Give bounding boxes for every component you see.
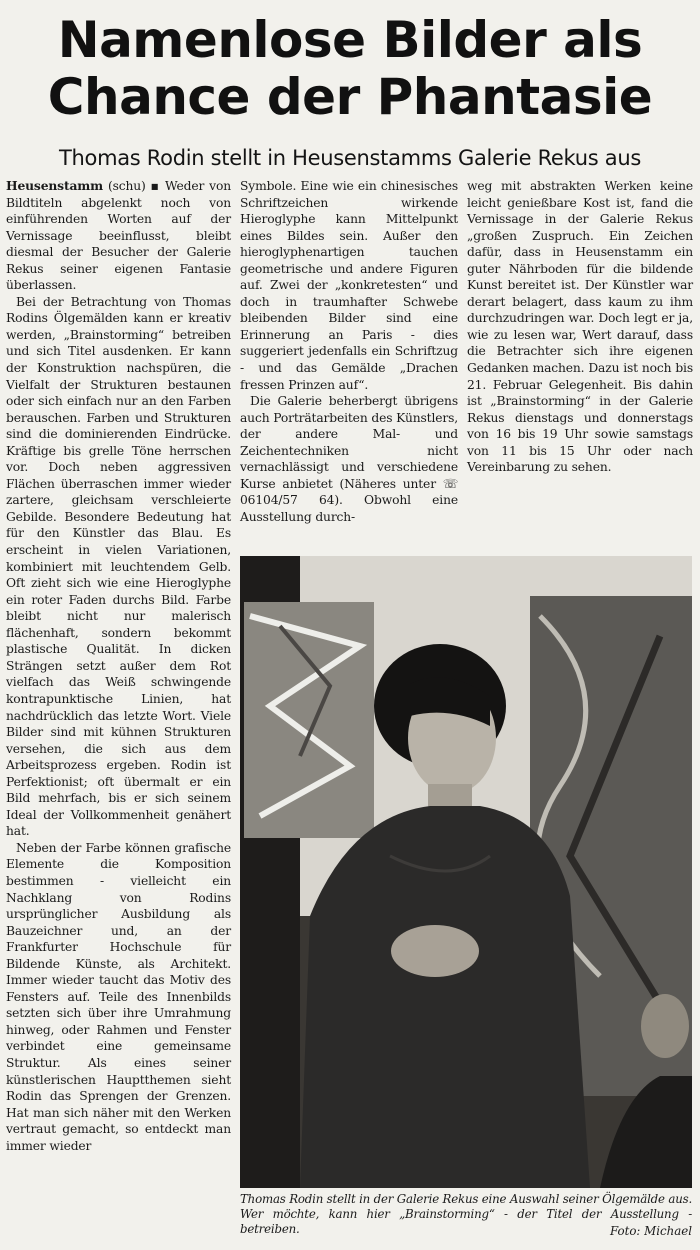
- article-paragraph: Neben der Farbe können grafische Elemente die Komposition bestimmen - vielleicht ein Nachklang von Rodins ursprünglicher Ausbildung als Bauzeichner und, an der Frankfurter Hochschule für Bildende Künste, als Architekt. Immer wieder taucht das Motiv des Fensters auf. Teile des Innenbilds setzten sich über ihre Umrahmung hinweg, oder Rahmen und Fenster verbindet eine gemeinsame Struktur. Als eines seiner künstlerischen Hauptthemen sieht Rodin das Sprengen der Grenzen. Hat man sich näher mit den Werken vertraut gemacht, so entdeckt man immer wieder: [6, 840, 231, 1153]
- headline-line-2: Chance der Phantasie: [47, 68, 653, 126]
- byline: (schu) ▪: [103, 179, 166, 193]
- article-paragraph: weg mit abstrakten Werken keine leicht genießbare Kost ist, fand die Vernissage in der Galerie Rekus „großen Zuspruch. Ein Zeichen dafür, dass in Heusenstamm ein guter Nährboden für die bildende Kunst bereitet ist. Der Künstler war derart belagert, dass kaum zu ihm durchzudringen war. Doch legt er ja, wie zu lesen war, Wert darauf, dass die Betrachter sich ihre eigenen Gedanken machen. Dazu ist noch bis 21. Februar Gelegenheit. Bis dahin ist „Brainstorming“ in der Galerie Rekus dienstags und donnerstags von 16 bis 19 Uhr sowie samstags von 11 bis 15 Uhr oder nach Vereinbarung zu sehen.: [467, 179, 693, 475]
- photo-credit: Foto: Michael: [609, 1224, 692, 1238]
- photo-caption: Thomas Rodin stellt in der Galerie Rekus eine Auswahl seiner Ölgemälde aus. Wer möchte, kann hier „Brainstorming“ - der Titel der Ausstellung - betreiben.: [240, 1192, 692, 1236]
- headline: [0, 12, 700, 126]
- article-column-1: [6, 178, 231, 1244]
- subheadline: Thomas Rodin stellt in Heusenstamms Galerie Rekus aus: [58, 146, 642, 170]
- article-paragraph-text: Weder von Bildtiteln abgelenkt noch von einführenden Worten auf der Vernissage beeinflusst, bleibt diesmal der Besucher der Galerie Rekus seiner eigenen Fantasie überlassen.: [6, 179, 231, 293]
- article-paragraph: Symbole. Eine wie ein chinesisches Schriftzeichen wirkende Hieroglyphe kann Mittelpunkt eines Bildes sein. Außer den hieroglyphenartigen tauchen geometrische und andere Figuren auf. Zwei der „konkretesten“ und doch in traumhafter Schwebe bleibenden Bilder sind eine Erinnerung an Paris - dies suggeriert jedenfalls ein Schriftzug - und das Gemälde „Drachen fressen Prinzen auf“.: [240, 179, 458, 392]
- article-column-3: [467, 178, 693, 538]
- headline-line-1: Namenlose Bilder als: [57, 11, 643, 69]
- article-paragraph: Bei der Betrachtung von Thomas Rodins Ölgemälden kann er kreativ werden, „Brainstorming“ betreiben und sich Titel ausdenken. Er kann der Konstruktion nachspüren, die Vielfalt der Strukturen bestaunen oder sich einfach nur an den Farben berauschen. Farben und Strukturen sind die dominierenden Eindrücke. Kräftige bis grelle Töne herrschen vor. Doch neben aggressiven Flächen überraschen immer wieder zartere, gleichsam verschleierte Gebilde. Besondere Bedeutung hat für den Künstler das Blau. Es erscheint in vielen Variationen, kombiniert mit leuchtendem Gelb. Oft zieht sich wie eine Hieroglyphe ein roter Faden durchs Bild. Farbe bleibt nicht nur malerisch flächenhaft, sondern bekommt plastische Qualität. In dicken Strängen setzt außer dem Rot vielfach das Weiß schwingende kontrapunktische Linien, hat nachdrücklich das letzte Wort. Viele Bilder sind mit kühnen Strukturen versehen, die sich aus dem Arbeitsprozess ergeben. Rodin ist Perfektionist; oft übermalt er ein Bild mehrfach, bis er sich seinem Ideal der Vollkommenheit genähert hat.: [6, 294, 231, 839]
- dateline: Heusenstamm: [6, 178, 104, 193]
- article-paragraph: Die Galerie beherbergt übrigens auch Porträtarbeiten des Künstlers, der andere Mal- und Zeichentechniken nicht vernachlässigt und verschiedene Kurse anbietet (Näheres unter ☏ 06104/57 64). Obwohl eine Ausstellung durch-: [240, 394, 458, 524]
- article-column-2: [240, 178, 458, 524]
- article-paragraph: [6, 178, 231, 294]
- photo-thomas-rodin: [240, 556, 692, 1188]
